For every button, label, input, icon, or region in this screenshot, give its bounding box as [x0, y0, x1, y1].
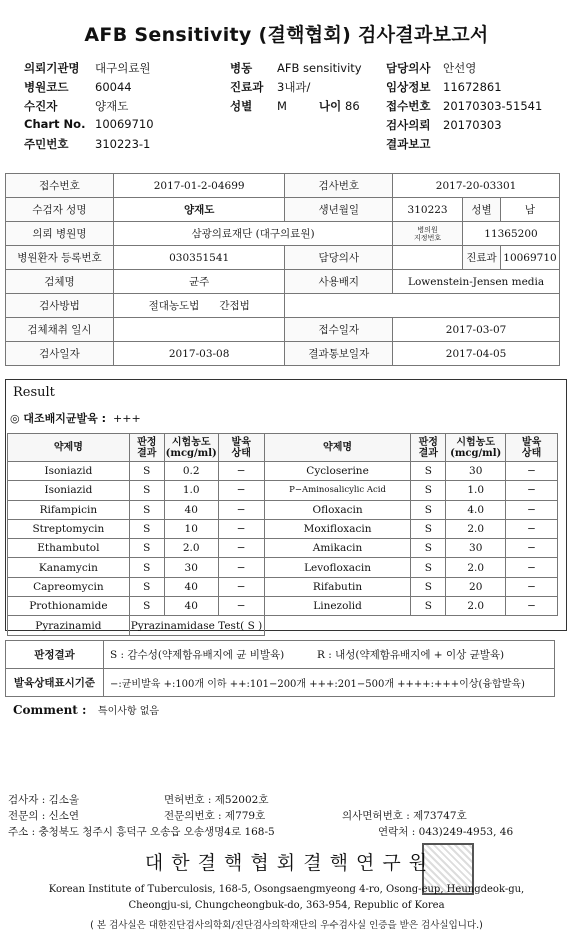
header-left	[24, 60, 154, 155]
control-growth-label: ◎ 대조배지균발육 :	[10, 412, 107, 425]
chart-no-value: 10069710	[95, 117, 154, 131]
clinical-info-value: 11672861	[443, 80, 502, 94]
test-date-label: 검사일자	[6, 342, 114, 366]
license-no: 면허번호 : 제52002호	[164, 794, 269, 806]
col-drug: 약제명	[264, 434, 411, 462]
table-row: Isoniazid S 0.2 − Cycloserine S 30 −	[8, 462, 558, 481]
department-label: 진료과	[230, 80, 264, 94]
patient-reg-value: 030351541	[113, 246, 285, 270]
drug-table	[7, 433, 558, 636]
test-no-value: 2017-20-03301	[393, 174, 560, 198]
patient-name-value: 양재도	[113, 198, 285, 222]
table-row: Rifampicin S 40 − Ofloxacin S 4.0 −	[8, 500, 558, 519]
report-date-label: 결과통보일자	[285, 342, 393, 366]
hospital-code-label: 병원코드	[24, 80, 69, 94]
comment	[13, 702, 159, 717]
comment-value: 특이사항 없음	[97, 706, 160, 717]
department-value: 3내과/	[277, 80, 311, 94]
method-empty-cell	[285, 294, 560, 318]
growth-text: −:균비발육 +:100개 이하 ++:101−200개 +++:201−500개 ++++:+++이상(융합발육)	[104, 669, 555, 697]
sex-label: 성별	[230, 99, 253, 113]
pza-empty	[264, 616, 557, 635]
specialist-no: 전문의번호 : 제779호	[164, 810, 266, 822]
sex-value: 남	[500, 198, 559, 222]
judge-label: 판정결과	[6, 641, 104, 669]
method-label: 검사방법	[6, 294, 114, 318]
medium-value: Lowenstein-Jensen media	[393, 270, 560, 294]
certification-note: ( 본 검사실은 대한진단검사의학회/진단검사의학재단의 우수검사실 인증을 받은 검사실입니다.)	[90, 920, 483, 931]
request-date-value: 20170303	[443, 118, 502, 132]
doctor-license-no: 의사면허번호 : 제73747호	[342, 810, 467, 822]
growth-label: 발육상태표시기준	[6, 669, 104, 697]
pza-label: Pyrazinamid	[8, 616, 130, 635]
table-row: Streptomycin S 10 − Moxifloxacin S 2.0 −	[8, 519, 558, 538]
address: 주소 : 충청북도 청주시 흥덕구 오송읍 오송생명4로 168-5	[8, 826, 275, 838]
specialist: 전문의 : 신소연	[8, 810, 80, 822]
received-value: 2017-03-07	[393, 318, 560, 342]
test-date-value: 2017-03-08	[113, 342, 285, 366]
phone: 연락처 : 043)249-4953, 46	[378, 826, 514, 838]
col-growth: 발육 상태	[218, 434, 264, 462]
hospital-code-value: 60044	[95, 80, 132, 94]
table-row: Kanamycin S 30 − Levofloxacin S 2.0 −	[8, 558, 558, 577]
org-address-line2: Cheongju-si, Chungcheongbuk-do, 363-954, Republic of Korea	[128, 900, 445, 911]
age-value: 86	[345, 99, 360, 113]
header-right	[386, 60, 542, 155]
receipt-no-label: 접수번호	[386, 99, 431, 113]
patient-reg-label: 병원환자 등록번호	[6, 246, 114, 270]
request-date-label: 검사의뢰	[386, 118, 431, 132]
org-address-line1: Korean Institute of Tuberculosis, 168-5, Osongsaengmyeong 4-ro, Osong-eup, Heungdeok-gu,	[48, 884, 525, 895]
receipt-no-value: 20170303-51541	[443, 99, 543, 113]
specimen-label: 검체명	[6, 270, 114, 294]
dob-label: 생년월일	[285, 198, 393, 222]
report-label: 결과보고	[386, 137, 431, 151]
requester-value: 대구의료원	[95, 61, 151, 75]
doctor-value: 안선영	[443, 61, 477, 75]
collect-label: 검체채취 일시	[6, 318, 114, 342]
dept-label: 진료과	[463, 246, 501, 270]
hospital-code-label: 병의원 지정번호	[393, 222, 463, 246]
resident-no-label: 주민번호	[24, 137, 69, 151]
ward-value: AFB sensitivity	[277, 61, 362, 75]
receipt-no-label: 접수번호	[6, 174, 114, 198]
legend-table	[5, 640, 555, 697]
table-row: Capreomycin S 40 − Rifabutin S 20 −	[8, 577, 558, 596]
col-conc: 시험농도 (mcg/ml)	[446, 434, 506, 462]
doctor-label: 담당의사	[285, 246, 393, 270]
pza-value: Pyrazinamidase Test( S )	[129, 616, 264, 635]
medium-label: 사용배지	[285, 270, 393, 294]
col-judge: 판정 결과	[129, 434, 164, 462]
col-drug: 약제명	[8, 434, 130, 462]
method-value	[113, 294, 285, 318]
chart-no-label: Chart No.	[24, 117, 86, 131]
control-growth-value: +++	[113, 412, 141, 425]
judge-s-text: S : 감수성(약제함유배지에 균 비발육)	[110, 649, 285, 661]
org-name-korean: 대 한 결 핵 협 회 결 핵 연 구 원	[144, 852, 429, 874]
table-row	[8, 616, 558, 635]
patient-value: 양재도	[95, 99, 129, 113]
method-absolute: 절대농도법	[148, 300, 200, 312]
comment-label: Comment :	[13, 703, 87, 717]
doctor-value	[393, 246, 463, 270]
judge-r-text: R : 내성(약제함유배지에 + 이상 균발육)	[316, 649, 505, 661]
control-growth	[10, 410, 141, 426]
hospital-code-value: 11365200	[463, 222, 560, 246]
col-judge: 판정 결과	[411, 434, 446, 462]
table-row: Ethambutol S 2.0 − Amikacin S 30 −	[8, 539, 558, 558]
table-row: Prothionamide S 40 − Linezolid S 2.0 −	[8, 597, 558, 616]
col-conc: 시험농도 (mcg/ml)	[164, 434, 218, 462]
requester-label: 의뢰기관명	[24, 61, 80, 75]
clinical-info-label: 임상정보	[386, 80, 431, 94]
doctor-label: 담당의사	[386, 61, 431, 75]
specimen-value: 균주	[113, 270, 285, 294]
header-middle	[230, 60, 362, 117]
info-table	[5, 173, 560, 366]
age-label: 나이	[319, 99, 342, 113]
ward-label: 병동	[230, 61, 253, 75]
collect-value	[113, 318, 285, 342]
test-no-label: 검사번호	[285, 174, 393, 198]
sex-label: 성별	[463, 198, 501, 222]
received-label: 접수일자	[285, 318, 393, 342]
resident-no-value: 310223-1	[95, 137, 151, 151]
sex-value: M	[277, 99, 287, 113]
examiner: 검사자 : 김소울	[8, 794, 80, 806]
table-row: Isoniazid S 1.0 − P−Aminosalicylic Acid S 1.0 −	[8, 481, 558, 500]
dept-value: 10069710	[500, 246, 559, 270]
col-growth: 발육 상태	[506, 434, 558, 462]
method-indirect: 간접법	[219, 300, 250, 312]
receipt-no-value: 2017-01-2-04699	[113, 174, 285, 198]
report-date-value: 2017-04-05	[393, 342, 560, 366]
result-title: Result	[13, 385, 55, 400]
patient-label: 수진자	[24, 99, 58, 113]
report-title: AFB Sensitivity (결핵협회) 검사결과보고서	[84, 24, 489, 46]
judge-text	[104, 641, 555, 669]
hospital-value: 삼광의료재단 (대구의료원)	[113, 222, 392, 246]
dob-value: 310223	[393, 198, 463, 222]
hospital-label: 의뢰 병원명	[6, 222, 114, 246]
patient-name-label: 수검자 성명	[6, 198, 114, 222]
